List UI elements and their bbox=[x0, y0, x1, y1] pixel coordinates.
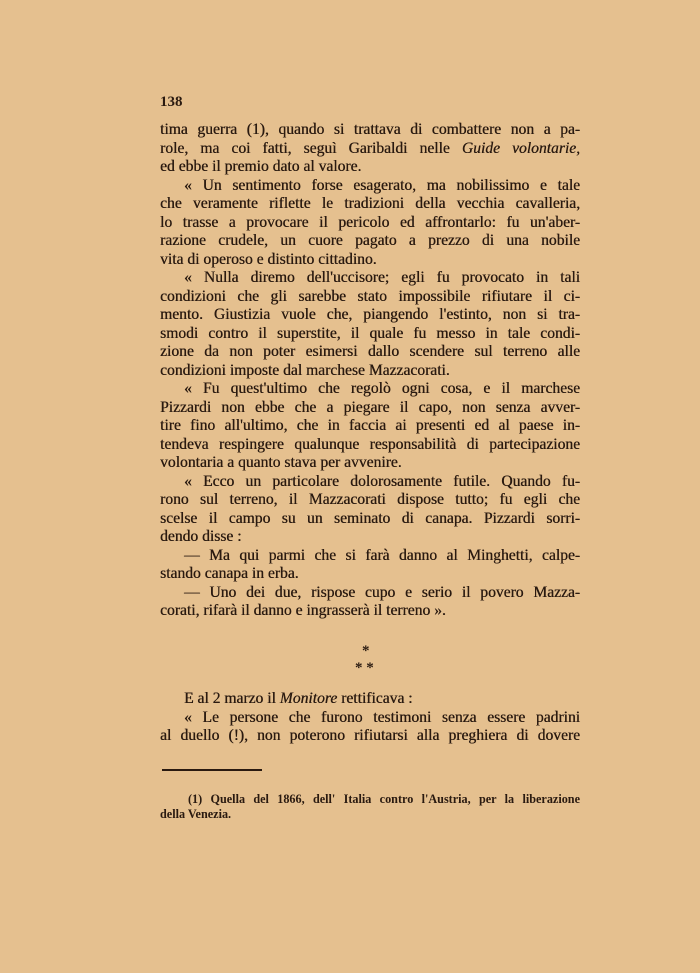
text-line bbox=[160, 232, 580, 251]
text-line bbox=[160, 491, 580, 510]
text-segment: condizioni imposte dal marchese Mazzacorati. bbox=[160, 361, 450, 379]
text-line bbox=[160, 547, 580, 566]
text-line bbox=[160, 121, 580, 140]
text-segment: volontaria a quanto stava per avvenire. bbox=[160, 454, 402, 471]
text-segment: tendeva respingere qualunque responsabilità di partecipazione bbox=[160, 435, 580, 453]
text-segment: vita di operoso e distinto cittadino. bbox=[160, 250, 377, 268]
text-segment: role, ma coi fatti, seguì Garibaldi nelle bbox=[160, 139, 462, 157]
text-segment: smodi contro il superstite, il quale fu messo in tale condi- bbox=[160, 324, 580, 342]
italic-text: Guide volontarie, bbox=[461, 139, 580, 157]
text-segment: « Nulla diremo dell'uccisore; egli fu provocato in tali bbox=[184, 269, 580, 286]
text-segment: corati, rifarà il danno e ingrasserà il terreno ». bbox=[160, 602, 446, 619]
text-segment: che veramente riflette le tradizioni della vecchia cavalleria, bbox=[160, 195, 580, 212]
text-line bbox=[160, 565, 580, 584]
main-text-continued bbox=[160, 690, 580, 746]
text-segment: condizioni che gli sarebbe stato impossibile rifiutare il ci- bbox=[160, 287, 580, 305]
text-segment: mento. Giustizia vuole che, piangendo l'estinto, non si tra- bbox=[160, 306, 580, 323]
text-segment: ed ebbe il premio dato al valore. bbox=[160, 158, 362, 175]
text-line bbox=[160, 214, 580, 233]
page-number: 138 bbox=[160, 94, 183, 110]
text-line bbox=[160, 195, 580, 214]
text-line bbox=[160, 362, 580, 381]
text-segment: scelse il campo su un seminato di canapa. Pizzardi sorri- bbox=[160, 509, 580, 527]
text-line bbox=[160, 454, 580, 473]
text-segment: « Ecco un particolare dolorosamente futile. Quando fu- bbox=[184, 472, 580, 490]
text-segment: stando canapa in erba. bbox=[160, 565, 299, 582]
text-line bbox=[160, 510, 580, 529]
text-segment: razione crudele, un cuore pagato a prezzo di una nobile bbox=[160, 232, 580, 249]
text-segment: — Ma qui parmi che si farà danno al Minghetti, calpe- bbox=[184, 546, 580, 564]
text-segment: lo trasse a provocare il pericolo ed affrontarlo: fu un'aber- bbox=[160, 213, 580, 231]
text-segment: Pizzardi non ebbe che a piegare il capo, non senza avver- bbox=[160, 398, 580, 416]
text-line bbox=[160, 306, 580, 325]
text-line bbox=[160, 288, 580, 307]
text-segment: « Le persone che furono testimoni senza essere padrini bbox=[184, 708, 580, 726]
text-line bbox=[160, 399, 580, 418]
text-segment: (1) Quella del 1866, dell' Italia contro l'Austria, per la liberazione bbox=[188, 792, 580, 806]
text-line bbox=[160, 140, 580, 159]
text-line bbox=[160, 709, 580, 728]
text-line bbox=[160, 584, 580, 603]
text-line bbox=[160, 251, 580, 270]
text-line bbox=[160, 269, 580, 288]
text-line bbox=[160, 602, 580, 621]
text-segment: rono sul terreno, il Mazzacorati dispose tutto; fu egli che bbox=[160, 491, 580, 508]
text-line bbox=[160, 727, 580, 746]
text-segment: della Venezia. bbox=[160, 807, 232, 821]
separator-stars-bottom: * * bbox=[355, 660, 374, 676]
text-segment: dendo disse : bbox=[160, 528, 242, 545]
text-segment: tima guerra (1), quando si trattava di combattere non a pa- bbox=[160, 121, 580, 138]
text-line bbox=[160, 325, 580, 344]
text-line bbox=[160, 177, 580, 196]
text-segment: E al 2 marzo il bbox=[184, 690, 280, 707]
text-line bbox=[160, 343, 580, 362]
text-line bbox=[160, 417, 580, 436]
text-segment: — Uno dei due, rispose cupo e serio il povero Mazza- bbox=[184, 583, 580, 601]
text-line bbox=[160, 690, 580, 709]
footnote-line bbox=[160, 807, 580, 822]
italic-text: Monitore bbox=[279, 690, 338, 707]
footnote bbox=[160, 792, 580, 822]
main-text bbox=[160, 121, 580, 621]
text-line bbox=[160, 436, 580, 455]
separator-star-top: * bbox=[362, 643, 370, 659]
text-segment: « Fu quest'ultimo che regolò ogni cosa, e il marchese bbox=[184, 380, 580, 397]
text-segment: tire fino all'ultimo, che in faccia ai presenti ed al paese in- bbox=[160, 417, 580, 434]
footnote-rule bbox=[162, 769, 262, 771]
text-segment: « Un sentimento forse esagerato, ma nobilissimo e tale bbox=[184, 176, 580, 194]
text-line bbox=[160, 473, 580, 492]
text-line bbox=[160, 528, 580, 547]
text-segment: rettificava : bbox=[337, 690, 413, 707]
text-segment: zione da non poter esimersi dallo scendere sul terreno alle bbox=[160, 343, 580, 360]
text-line bbox=[160, 158, 580, 177]
text-segment: al duello (!), non poterono rifiutarsi alla preghiera di dovere bbox=[160, 727, 580, 744]
footnote-line bbox=[160, 792, 580, 807]
text-line bbox=[160, 380, 580, 399]
